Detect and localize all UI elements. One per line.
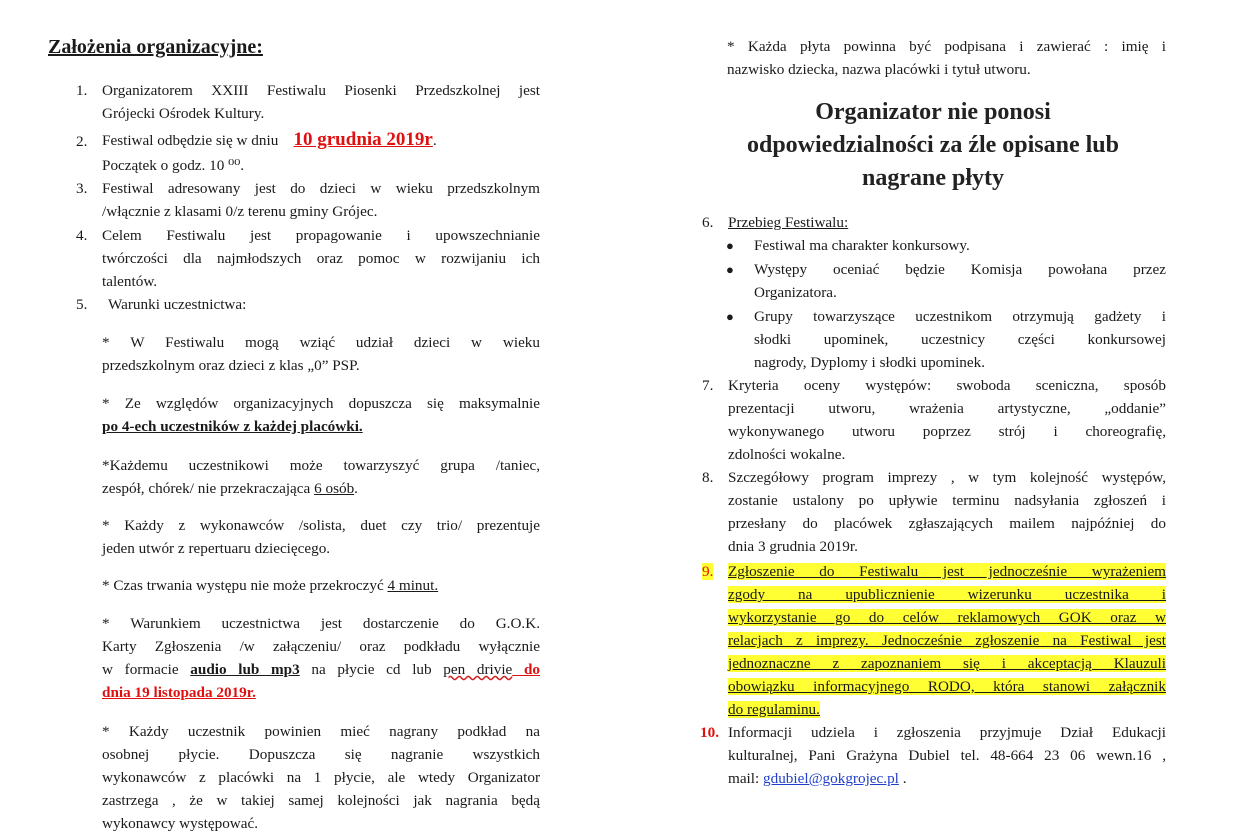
item-number: 10. [700, 724, 719, 741]
bullet-icon: ● [726, 262, 734, 277]
item-text: Festiwal odbędzie się w dniu 10 grudnia 2019r. [102, 129, 437, 150]
paragraph: * Warunkiem uczestnictwa jest dostarczenie do G.O.K. Karty Zgłoszenia /w załączeniu/ oraz podkładu wyłącznie w formacie audio lub mp3 na płycie cd lub pen drivie do dnia 19 listopada 2019r. [102, 612, 540, 704]
festival-date: 10 grudnia 2019r [293, 129, 433, 150]
item-text: /włącznie z klasami 0/z terenu gminy Grójec. [102, 203, 378, 220]
email-link[interactable]: gdubiel@gokgrojec.pl [763, 770, 899, 787]
paragraph: * W Festiwalu mogą wziąć udział dzieci w wieku przedszkolnym oraz dzieci z klas „0” PSP. [102, 334, 540, 374]
organizer-notice: Organizator nie ponosi odpowiedzialności za źle opisane lub nagrane płyty [746, 99, 1120, 191]
item-number: 8. [702, 469, 714, 486]
paragraph: * Ze względów organizacyjnych dopuszcza się maksymalnie po 4-ech uczestników z każdej placówki. [102, 392, 540, 438]
item-text: Celem Festiwalu jest propagowanie i upowszechnianie [102, 227, 540, 244]
item-text: Przebieg Festiwalu: [728, 214, 849, 231]
item-text: Warunki uczestnictwa: [108, 296, 247, 313]
item-number: 7. [702, 377, 714, 394]
item-number: 1. [76, 82, 88, 99]
item-text: Festiwal adresowany jest do dzieci w wieku przedszkolnym [102, 180, 540, 197]
paragraph: * Każda płyta powinna być podpisana i zawierać : imię i nazwisko dziecka, nazwa placówki i tytuł utworu. [727, 38, 1166, 78]
item-number: 3. [76, 180, 88, 197]
participant-limit: po 4-ech uczestników z każdej placówki. [102, 418, 363, 435]
paragraph: * Każdy z wykonawców /solista, duet czy trio/ prezentuje jeden utwór z repertuaru dziecięcego. [102, 517, 540, 557]
item-number: 5. [76, 296, 88, 313]
section-heading: Założenia organizacyjne: [48, 36, 263, 58]
bullet-icon: ● [726, 238, 734, 253]
item-number: 6. [702, 214, 714, 231]
paragraph: *Każdemu uczestnikowi może towarzyszyć grupa /taniec, zespół, chórek/ nie przekraczająca 6 osób. [102, 457, 540, 497]
item-text: Grójecki Ośrodek Kultury. [102, 105, 265, 122]
paragraph: * Czas trwania występu nie może przekroczyć 4 minut. [102, 577, 439, 594]
deadline-date: dnia 19 listopada 2019r. [102, 684, 256, 701]
item-number: 9. [702, 563, 714, 580]
item-number: 2. [76, 133, 88, 150]
item-number: 4. [76, 227, 88, 244]
item-text: Początek o godz. 10 ⁰⁰. [102, 157, 245, 174]
item-text: talentów. [102, 273, 158, 290]
bullet-icon: ● [726, 309, 734, 324]
item-text: Organizatorem XXIII Festiwalu Piosenki Przedszkolnej jest [102, 82, 540, 99]
paragraph: * Każdy uczestnik powinien mieć nagrany podkład na osobnej płycie. Dopuszcza się nagranie wszystkich wykonawców z placówki na 1 płycie, ale wtedy Organizator zastrzega , że w takiej samej kolejności jak nagrania będą wykonawcy występować. [102, 723, 540, 832]
item-text: twórczości dla najmłodszych oraz pomoc w rozwijaniu ich [102, 250, 540, 267]
